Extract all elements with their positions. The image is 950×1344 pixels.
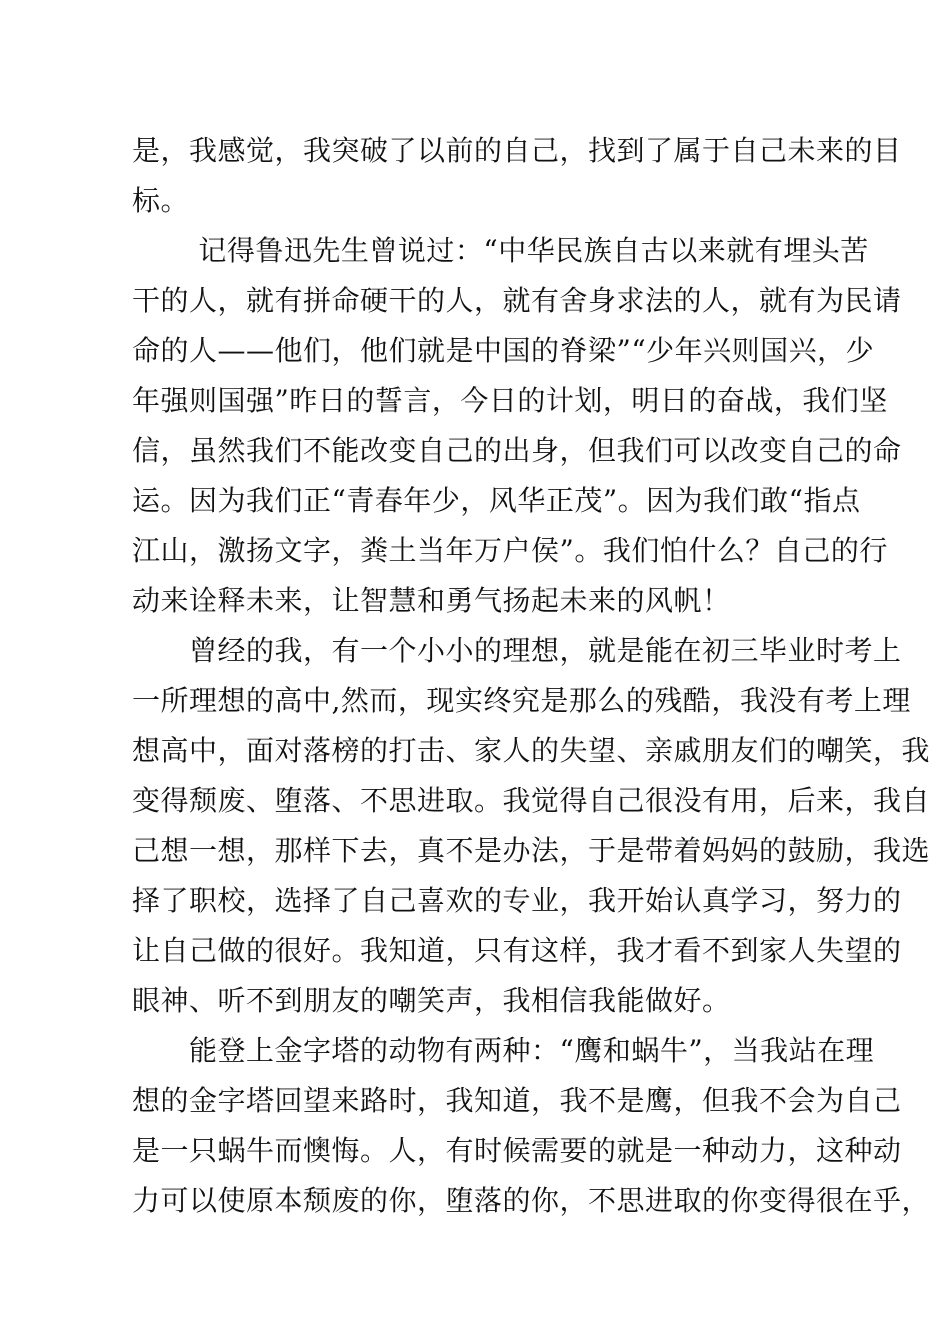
paragraph bbox=[132, 626, 931, 1026]
text-line: 标。 bbox=[132, 184, 190, 217]
paragraph bbox=[132, 1026, 931, 1226]
text-line: 是一只蜗牛而懊悔。人，有时候需要的就是一种动力，这种动 bbox=[132, 1134, 902, 1167]
paragraph bbox=[132, 126, 902, 226]
text-line: 江山，激扬文字，粪土当年万户侯”。我们怕什么？自己的行 bbox=[132, 534, 888, 567]
text-line: 力可以使原本颓废的你，堕落的你，不思进取的你变得很在乎， bbox=[132, 1184, 931, 1217]
text-line: 记得鲁迅先生曾说过：“中华民族自古以来就有埋头苦 bbox=[132, 234, 869, 267]
text-line: 动来诠释未来，让智慧和勇气扬起未来的风帆！ bbox=[132, 584, 731, 617]
text-line: 变得颓废、堕落、不思进取。我觉得自己很没有用，后来，我自 bbox=[132, 784, 931, 817]
text-line: 运。因为我们正“青春年少，风华正茂”。因为我们敢“指点 bbox=[132, 484, 861, 517]
text-line: 能登上金字塔的动物有两种：“鹰和蜗牛”，当我站在理 bbox=[132, 1034, 875, 1067]
text-line: 曾经的我，有一个小小的理想，就是能在初三毕业时考上 bbox=[132, 634, 902, 667]
text-line: 是，我感觉，我突破了以前的自己，找到了属于自己未来的目 bbox=[132, 134, 902, 167]
body-text bbox=[132, 126, 931, 1226]
text-line: 年强则国强”昨日的誓言，今日的计划，明日的奋战，我们坚 bbox=[132, 384, 888, 417]
text-line: 己想一想，那样下去，真不是办法，于是带着妈妈的鼓励，我选 bbox=[132, 834, 931, 867]
text-line: 命的人——他们，他们就是中国的脊梁”“少年兴则国兴，少 bbox=[132, 334, 875, 367]
paragraph bbox=[132, 226, 902, 626]
text-line: 干的人，就有拼命硬干的人，就有舍身求法的人，就有为民请 bbox=[132, 284, 902, 317]
text-line: 信，虽然我们不能改变自己的出身，但我们可以改变自己的命 bbox=[132, 434, 902, 467]
text-line: 想高中，面对落榜的打击、家人的失望、亲戚朋友们的嘲笑，我 bbox=[132, 734, 931, 767]
text-line: 想的金字塔回望来路时，我知道，我不是鹰，但我不会为自己 bbox=[132, 1084, 902, 1117]
text-line: 一所理想的高中,然而，现实终究是那么的残酷，我没有考上理 bbox=[132, 684, 911, 717]
text-line: 眼神、听不到朋友的嘲笑声，我相信我能做好。 bbox=[132, 984, 731, 1017]
text-line: 让自己做的很好。我知道，只有这样，我才看不到家人失望的 bbox=[132, 934, 902, 967]
text-line: 择了职校，选择了自己喜欢的专业，我开始认真学习，努力的 bbox=[132, 884, 902, 917]
